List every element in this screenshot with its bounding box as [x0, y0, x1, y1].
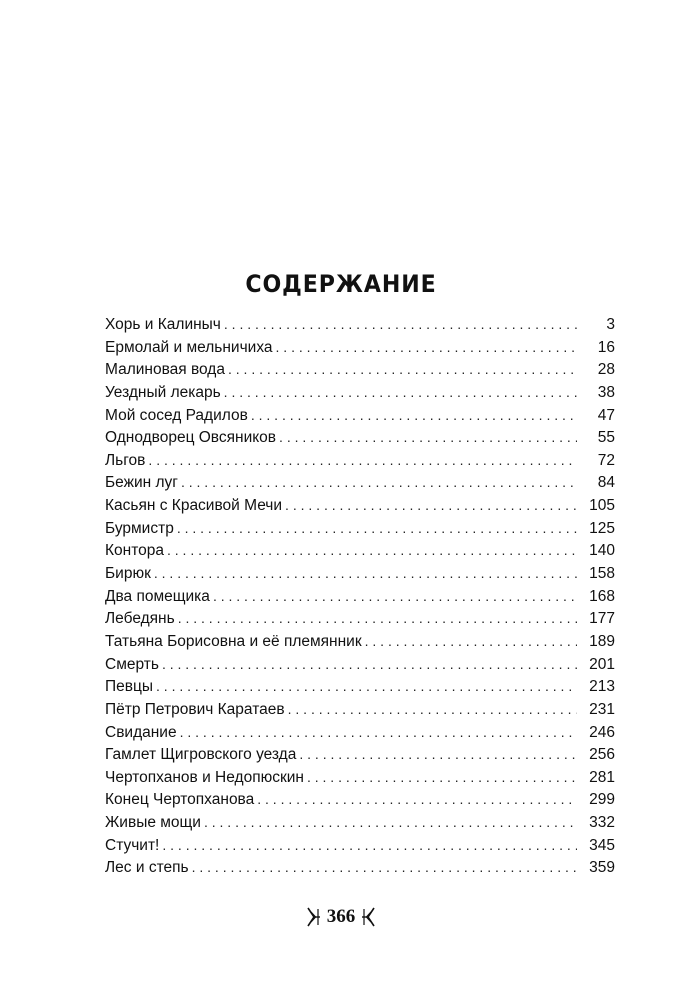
toc-entry: [105, 788, 615, 811]
toc-entry: [105, 517, 615, 540]
dot-leader: [162, 834, 577, 857]
toc-entry: [105, 539, 615, 562]
toc-entry: [105, 698, 615, 721]
toc-entry-page: 28: [597, 361, 615, 379]
toc-entry-page: 345: [589, 836, 615, 854]
toc-entry-title: Свидание: [105, 723, 177, 741]
toc-entry-page: 231: [589, 700, 615, 718]
toc-entry-title: Живые мощи: [105, 814, 201, 832]
dot-leader: [257, 788, 577, 811]
toc-entry-title: Бежин луг: [105, 474, 178, 492]
toc-entry-title: Два помещика: [105, 587, 210, 605]
toc-entry-page: 140: [589, 542, 615, 560]
toc-entry-title: Лес и степь: [105, 859, 189, 877]
toc-entry-page: 168: [589, 587, 615, 605]
toc-entry-title: Касьян с Красивой Мечи: [105, 497, 283, 515]
dot-leader: [224, 313, 577, 336]
toc-entry-page: 3: [606, 316, 615, 333]
dot-leader: [276, 336, 577, 359]
dot-leader: [180, 721, 577, 744]
toc-entry-page: 105: [589, 497, 615, 515]
dot-leader: [285, 494, 577, 517]
toc-entry-title: Однодворец Овсяников: [105, 429, 277, 447]
toc-entry: [105, 811, 615, 834]
toc-entry: [105, 404, 615, 427]
ornament-icon: [361, 906, 375, 928]
dot-leader: [178, 607, 577, 630]
toc-entry: [105, 743, 615, 766]
toc-entry-page: 47: [597, 406, 615, 424]
toc-entry: [105, 449, 615, 472]
toc-entry-page: 55: [597, 429, 615, 447]
toc-entry-page: 16: [597, 338, 615, 356]
toc-entry-title: Бурмистр: [105, 519, 174, 537]
toc-entry-title: Татьяна Борисовна и её племянник: [105, 632, 362, 650]
toc-entry-page: 332: [589, 814, 615, 832]
dot-leader: [181, 471, 577, 494]
toc-entry-title: Лебедянь: [105, 610, 175, 628]
dot-leader: [365, 630, 577, 653]
toc-entry: [105, 721, 615, 744]
toc-entry-title: Контора: [105, 542, 164, 560]
toc-entry: [105, 313, 615, 336]
dot-leader: [154, 562, 577, 585]
toc-entry-title: Бирюк: [105, 565, 151, 583]
toc-entry-title: Уездный лекарь: [105, 383, 221, 401]
toc-entry: [105, 653, 615, 676]
toc-entry: [105, 381, 615, 404]
dot-leader: [213, 585, 577, 608]
dot-leader: [228, 358, 577, 381]
toc-entry-title: Ермолай и мельничиха: [105, 338, 273, 356]
page-folio: [0, 906, 682, 928]
dot-leader: [148, 449, 577, 472]
toc-entry-page: 189: [589, 632, 615, 650]
toc-entry-title: Смерть: [105, 655, 159, 673]
toc-entry-page: 359: [589, 859, 615, 877]
toc-entry-title: Малиновая вода: [105, 361, 225, 379]
toc-entry-page: 213: [589, 678, 615, 696]
dot-leader: [192, 856, 577, 879]
dot-leader: [177, 517, 577, 540]
dot-leader: [299, 743, 577, 766]
dot-leader: [204, 811, 577, 834]
toc-entry: [105, 607, 615, 630]
toc-entry: [105, 766, 615, 789]
toc-entry: [105, 426, 615, 449]
toc-entry: [105, 834, 615, 857]
ornament-icon: [307, 906, 321, 928]
dot-leader: [307, 766, 577, 789]
toc-entry: [105, 585, 615, 608]
toc-entry-page: 38: [597, 383, 615, 401]
dot-leader: [251, 404, 577, 427]
toc-entry-page: 256: [589, 746, 615, 764]
toc-entry: [105, 562, 615, 585]
dot-leader: [224, 381, 577, 404]
toc-entry-title: Хорь и Калиныч: [105, 316, 221, 333]
toc-entry-page: 281: [589, 768, 615, 786]
toc-entry: [105, 494, 615, 517]
toc-entry-title: Гамлет Щигровского уезда: [105, 746, 297, 764]
dot-leader: [167, 539, 577, 562]
toc-entry-title: Певцы: [105, 678, 154, 696]
toc-entry-title: Льгов: [105, 451, 146, 469]
toc-entry: [105, 675, 615, 698]
dot-leader: [279, 426, 577, 449]
dot-leader: [162, 653, 577, 676]
page-title: СОДЕРЖАНИЕ: [245, 270, 437, 298]
toc-entry-title: Стучит!: [105, 836, 160, 854]
toc-entry: [105, 856, 615, 879]
toc-entry-page: 177: [589, 610, 615, 628]
dot-leader: [288, 698, 577, 721]
page-number: 366: [326, 906, 356, 927]
dot-leader: [156, 675, 577, 698]
toc-entry-page: 246: [589, 723, 615, 741]
toc-entry-title: Конец Чертопханова: [105, 791, 255, 809]
toc-entry-page: 201: [589, 655, 615, 673]
toc-entry: [105, 630, 615, 653]
toc-entry-title: Пётр Петрович Каратаев: [105, 700, 285, 718]
toc-entry: [105, 336, 615, 359]
toc-entry: [105, 358, 615, 381]
toc-entry-title: Мой сосед Радилов: [105, 406, 248, 424]
toc-entry: [105, 471, 615, 494]
toc-entry-page: 125: [589, 519, 615, 537]
toc-entry-page: 72: [597, 451, 615, 469]
toc-entry-title: Чертопханов и Недопюскин: [105, 768, 304, 786]
toc-entry-page: 84: [597, 474, 615, 492]
table-of-contents: [105, 313, 615, 879]
toc-entry-page: 299: [589, 791, 615, 809]
toc-entry-page: 158: [589, 565, 615, 583]
